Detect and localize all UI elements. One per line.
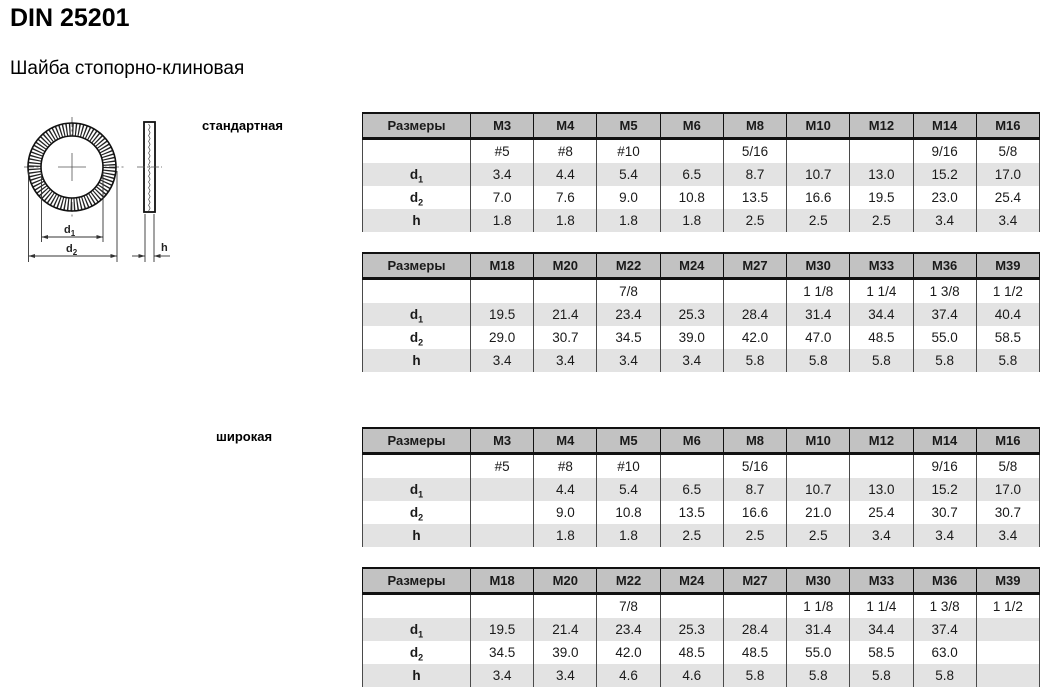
dimension-value-cell: 5.8 [850, 349, 913, 372]
dimension-value-cell: 4.4 [534, 163, 597, 186]
column-header-size: M3 [471, 113, 534, 139]
column-header-size: M10 [787, 113, 850, 139]
dimension-value-cell: 19.5 [471, 303, 534, 326]
dimension-value-cell: 5.8 [913, 349, 976, 372]
dimension-value-cell: 39.0 [534, 641, 597, 664]
column-header-size: M16 [976, 428, 1039, 454]
dimension-value-cell: 1.8 [471, 209, 534, 232]
dimension-value-cell: 9.0 [534, 501, 597, 524]
dimension-value-cell: 4.6 [597, 664, 660, 687]
dimension-value-cell: 30.7 [534, 326, 597, 349]
dimension-value-cell: 17.0 [976, 163, 1039, 186]
inch-size-cell: #5 [471, 454, 534, 479]
column-header-size: M36 [913, 253, 976, 279]
dimension-value-cell: 13.0 [850, 163, 913, 186]
row-label-h: h [363, 209, 471, 232]
column-header-size: M36 [913, 568, 976, 594]
dimension-value-cell: 15.2 [913, 163, 976, 186]
dimension-value-cell: 3.4 [471, 664, 534, 687]
inch-size-cell: #10 [597, 454, 660, 479]
inch-size-cell: 7/8 [597, 279, 660, 304]
inch-size-cell: 1 1/4 [850, 279, 913, 304]
dimension-value-cell: 48.5 [660, 641, 723, 664]
dimension-value-cell: 63.0 [913, 641, 976, 664]
dimension-value-cell: 58.5 [850, 641, 913, 664]
column-header-size: M33 [850, 568, 913, 594]
inch-size-cell: 5/8 [976, 454, 1039, 479]
dimension-value-cell: 3.4 [976, 524, 1039, 547]
row-label-d2: $d_2$ [363, 501, 471, 524]
section-label-standard: стандартная [202, 118, 283, 133]
inch-size-cell: 7/8 [597, 594, 660, 619]
column-header-size: M10 [787, 428, 850, 454]
column-header-size: M5 [597, 428, 660, 454]
dimension-value-cell: 30.7 [913, 501, 976, 524]
row-label-d1: $d_1$ [363, 618, 471, 641]
dimension-value-cell: 19.5 [850, 186, 913, 209]
dimension-value-cell: 19.5 [471, 618, 534, 641]
dimension-value-cell: 47.0 [787, 326, 850, 349]
column-header-size: M14 [913, 113, 976, 139]
table-wide-m18-m39 [362, 567, 1040, 687]
table-wide-m18-m39-wrap [362, 567, 1040, 687]
row-label-subscript: 1 [418, 629, 424, 640]
dimension-value-cell: 13.5 [723, 186, 786, 209]
inch-size-cell: #8 [534, 139, 597, 164]
dimension-value-cell: 1.8 [534, 209, 597, 232]
column-header-title: Размеры [363, 428, 471, 454]
row-label-empty [363, 279, 471, 304]
dimension-value-cell: 21.4 [534, 303, 597, 326]
dimension-value-cell: 9.0 [597, 186, 660, 209]
inch-size-cell [660, 594, 723, 619]
dimension-value-cell: 4.6 [660, 664, 723, 687]
row-label-empty [363, 454, 471, 479]
row-label-d1: $d_1$ [363, 163, 471, 186]
dimension-value-cell: 55.0 [787, 641, 850, 664]
row-label-h: h [363, 664, 471, 687]
dimension-value-cell: 13.5 [660, 501, 723, 524]
inch-size-cell [660, 454, 723, 479]
dimension-value-cell: 5.8 [976, 349, 1039, 372]
dimension-value-cell: 1.8 [534, 524, 597, 547]
row-label-d2: $d_2$ [363, 186, 471, 209]
row-label-d1: $d_1$ [363, 478, 471, 501]
column-header-size: M6 [660, 113, 723, 139]
dimension-value-cell: 21.4 [534, 618, 597, 641]
column-header-size: M30 [787, 253, 850, 279]
dimension-value-cell: 16.6 [787, 186, 850, 209]
dimension-value-cell: 1.8 [597, 209, 660, 232]
column-header-size: M8 [723, 113, 786, 139]
column-header-size: M6 [660, 428, 723, 454]
inch-size-cell [471, 594, 534, 619]
inch-size-cell: #8 [534, 454, 597, 479]
inch-size-cell [723, 279, 786, 304]
dimension-value-cell: 28.4 [723, 303, 786, 326]
inch-size-cell: 1 3/8 [913, 594, 976, 619]
inch-size-cell [787, 139, 850, 164]
section-label-wide: широкая [216, 429, 273, 444]
dimension-value-cell: 3.4 [471, 163, 534, 186]
dimension-value-cell: 10.7 [787, 478, 850, 501]
dimension-value-cell: 23.4 [597, 303, 660, 326]
page-title: DIN 25201 [10, 4, 130, 32]
column-header-size: M22 [597, 568, 660, 594]
table-standard-m18-m39 [362, 252, 1040, 372]
dimension-value-cell [471, 478, 534, 501]
page-subtitle: Шайба стопорно-клиновая [10, 58, 245, 79]
inch-size-cell: 1 1/2 [976, 279, 1039, 304]
dimension-value-cell: 34.5 [597, 326, 660, 349]
dimension-value-cell [976, 618, 1039, 641]
dimension-value-cell: 6.5 [660, 163, 723, 186]
dimension-value-cell: 21.0 [787, 501, 850, 524]
dimension-value-cell: 3.4 [976, 209, 1039, 232]
washer-front-view [24, 117, 124, 219]
column-header-title: Размеры [363, 113, 471, 139]
row-label-h: h [363, 349, 471, 372]
dim-label-h: h [161, 242, 168, 254]
column-header-size: M39 [976, 568, 1039, 594]
dimension-value-cell: 2.5 [850, 209, 913, 232]
dimension-value-cell: 28.4 [723, 618, 786, 641]
inch-size-cell [471, 279, 534, 304]
dimension-value-cell: 7.6 [534, 186, 597, 209]
dimension-value-cell: 3.4 [597, 349, 660, 372]
row-label-subscript: 2 [418, 652, 424, 663]
dimension-value-cell: 37.4 [913, 618, 976, 641]
inch-size-cell [850, 454, 913, 479]
inch-size-cell [723, 594, 786, 619]
dimension-value-cell: 29.0 [471, 326, 534, 349]
dimension-value-cell: 55.0 [913, 326, 976, 349]
column-header-size: M12 [850, 428, 913, 454]
dimension-value-cell: 34.5 [471, 641, 534, 664]
column-header-size: M20 [534, 253, 597, 279]
dimension-value-cell: 7.0 [471, 186, 534, 209]
dimension-h [132, 214, 170, 262]
dimension-value-cell: 23.0 [913, 186, 976, 209]
row-label-d1: $d_1$ [363, 303, 471, 326]
inch-size-cell [660, 139, 723, 164]
dimension-value-cell [471, 501, 534, 524]
dimension-value-cell: 2.5 [660, 524, 723, 547]
column-header-size: M33 [850, 253, 913, 279]
dimension-value-cell: 6.5 [660, 478, 723, 501]
dimension-value-cell: 15.2 [913, 478, 976, 501]
dimension-value-cell: 23.4 [597, 618, 660, 641]
column-header-size: M4 [534, 428, 597, 454]
dimension-value-cell: 48.5 [850, 326, 913, 349]
table-wide-m3-m16 [362, 427, 1040, 547]
dimension-value-cell: 25.4 [850, 501, 913, 524]
dimension-value-cell: 3.4 [471, 349, 534, 372]
washer-side-view [137, 122, 162, 212]
dimension-value-cell: 34.4 [850, 618, 913, 641]
row-label-d2: $d_2$ [363, 641, 471, 664]
table-standard-m3-m16-wrap [362, 112, 1040, 232]
dimension-value-cell: 58.5 [976, 326, 1039, 349]
column-header-title: Размеры [363, 568, 471, 594]
column-header-size: M5 [597, 113, 660, 139]
inch-size-cell: 1 1/8 [787, 594, 850, 619]
dimension-value-cell: 10.8 [660, 186, 723, 209]
dimension-value-cell: 2.5 [787, 209, 850, 232]
dimension-value-cell: 31.4 [787, 303, 850, 326]
dimension-value-cell: 25.3 [660, 618, 723, 641]
inch-size-cell: 9/16 [913, 139, 976, 164]
row-label-subscript: 2 [418, 337, 424, 348]
column-header-size: M4 [534, 113, 597, 139]
inch-size-cell: #10 [597, 139, 660, 164]
inch-size-cell [850, 139, 913, 164]
inch-size-cell [534, 594, 597, 619]
inch-size-cell: 1 1/2 [976, 594, 1039, 619]
dimension-value-cell: 16.6 [723, 501, 786, 524]
column-header-size: M27 [723, 253, 786, 279]
dimension-value-cell: 25.4 [976, 186, 1039, 209]
dimension-value-cell: 5.4 [597, 478, 660, 501]
dimension-value-cell: 2.5 [787, 524, 850, 547]
dimension-value-cell: 10.8 [597, 501, 660, 524]
column-header-size: M24 [660, 253, 723, 279]
washer-technical-drawing [0, 95, 360, 275]
inch-size-cell: 5/16 [723, 454, 786, 479]
row-label-d2: $d_2$ [363, 326, 471, 349]
dimension-value-cell: 30.7 [976, 501, 1039, 524]
row-label-subscript: 2 [418, 197, 424, 208]
inch-size-cell [787, 454, 850, 479]
row-label-subscript: 1 [418, 314, 424, 325]
inch-size-cell: 1 1/4 [850, 594, 913, 619]
dimension-value-cell: 42.0 [723, 326, 786, 349]
column-header-size: M30 [787, 568, 850, 594]
dimension-value-cell: 13.0 [850, 478, 913, 501]
dimension-value-cell [471, 524, 534, 547]
column-header-size: M27 [723, 568, 786, 594]
dimension-value-cell: 2.5 [723, 209, 786, 232]
dimension-value-cell: 25.3 [660, 303, 723, 326]
dimension-value-cell: 17.0 [976, 478, 1039, 501]
dimension-value-cell: 3.4 [534, 349, 597, 372]
column-header-size: M22 [597, 253, 660, 279]
row-label-subscript: 1 [418, 174, 424, 185]
dimension-value-cell: 4.4 [534, 478, 597, 501]
column-header-size: M24 [660, 568, 723, 594]
dimension-value-cell: 3.4 [850, 524, 913, 547]
inch-size-cell: #5 [471, 139, 534, 164]
dimension-value-cell [976, 641, 1039, 664]
dimension-value-cell: 5.4 [597, 163, 660, 186]
table-wide-m3-m16-wrap [362, 427, 1040, 547]
dimension-value-cell: 5.8 [787, 664, 850, 687]
dimension-value-cell: 40.4 [976, 303, 1039, 326]
column-header-size: M39 [976, 253, 1039, 279]
dimension-value-cell: 3.4 [660, 349, 723, 372]
inch-size-cell [534, 279, 597, 304]
dimension-value-cell: 3.4 [913, 209, 976, 232]
dimension-value-cell: 8.7 [723, 163, 786, 186]
dimension-value-cell: 5.8 [723, 664, 786, 687]
column-header-title: Размеры [363, 253, 471, 279]
column-header-size: M18 [471, 568, 534, 594]
row-label-subscript: 1 [418, 489, 424, 500]
row-label-empty [363, 594, 471, 619]
column-header-size: M8 [723, 428, 786, 454]
dimension-value-cell: 5.8 [913, 664, 976, 687]
row-label-h: h [363, 524, 471, 547]
dimension-value-cell: 39.0 [660, 326, 723, 349]
column-header-size: M18 [471, 253, 534, 279]
dimension-value-cell: 5.8 [850, 664, 913, 687]
dimension-value-cell: 42.0 [597, 641, 660, 664]
dimension-value-cell: 5.8 [787, 349, 850, 372]
dimension-value-cell: 31.4 [787, 618, 850, 641]
dimension-value-cell: 3.4 [913, 524, 976, 547]
inch-size-cell: 5/16 [723, 139, 786, 164]
inch-size-cell: 9/16 [913, 454, 976, 479]
column-header-size: M16 [976, 113, 1039, 139]
dimension-value-cell: 8.7 [723, 478, 786, 501]
dimension-value-cell: 10.7 [787, 163, 850, 186]
row-label-subscript: 2 [418, 512, 424, 523]
table-standard-m18-m39-wrap [362, 252, 1040, 372]
dimension-value-cell: 34.4 [850, 303, 913, 326]
dimension-value-cell: 37.4 [913, 303, 976, 326]
dimension-value-cell: 48.5 [723, 641, 786, 664]
row-label-empty [363, 139, 471, 164]
dim-label-d1: $d_1$ [64, 224, 76, 238]
dim-label-d2: $d_2$ [66, 243, 78, 257]
inch-size-cell: 1 3/8 [913, 279, 976, 304]
dimension-value-cell: 1.8 [597, 524, 660, 547]
column-header-size: M20 [534, 568, 597, 594]
dimension-value-cell: 3.4 [534, 664, 597, 687]
dimension-value-cell: 2.5 [723, 524, 786, 547]
inch-size-cell: 1 1/8 [787, 279, 850, 304]
inch-size-cell [660, 279, 723, 304]
dimension-value-cell: 5.8 [723, 349, 786, 372]
inch-size-cell: 5/8 [976, 139, 1039, 164]
column-header-size: M3 [471, 428, 534, 454]
column-header-size: M14 [913, 428, 976, 454]
column-header-size: M12 [850, 113, 913, 139]
dimension-value-cell: 1.8 [660, 209, 723, 232]
table-standard-m3-m16 [362, 112, 1040, 232]
